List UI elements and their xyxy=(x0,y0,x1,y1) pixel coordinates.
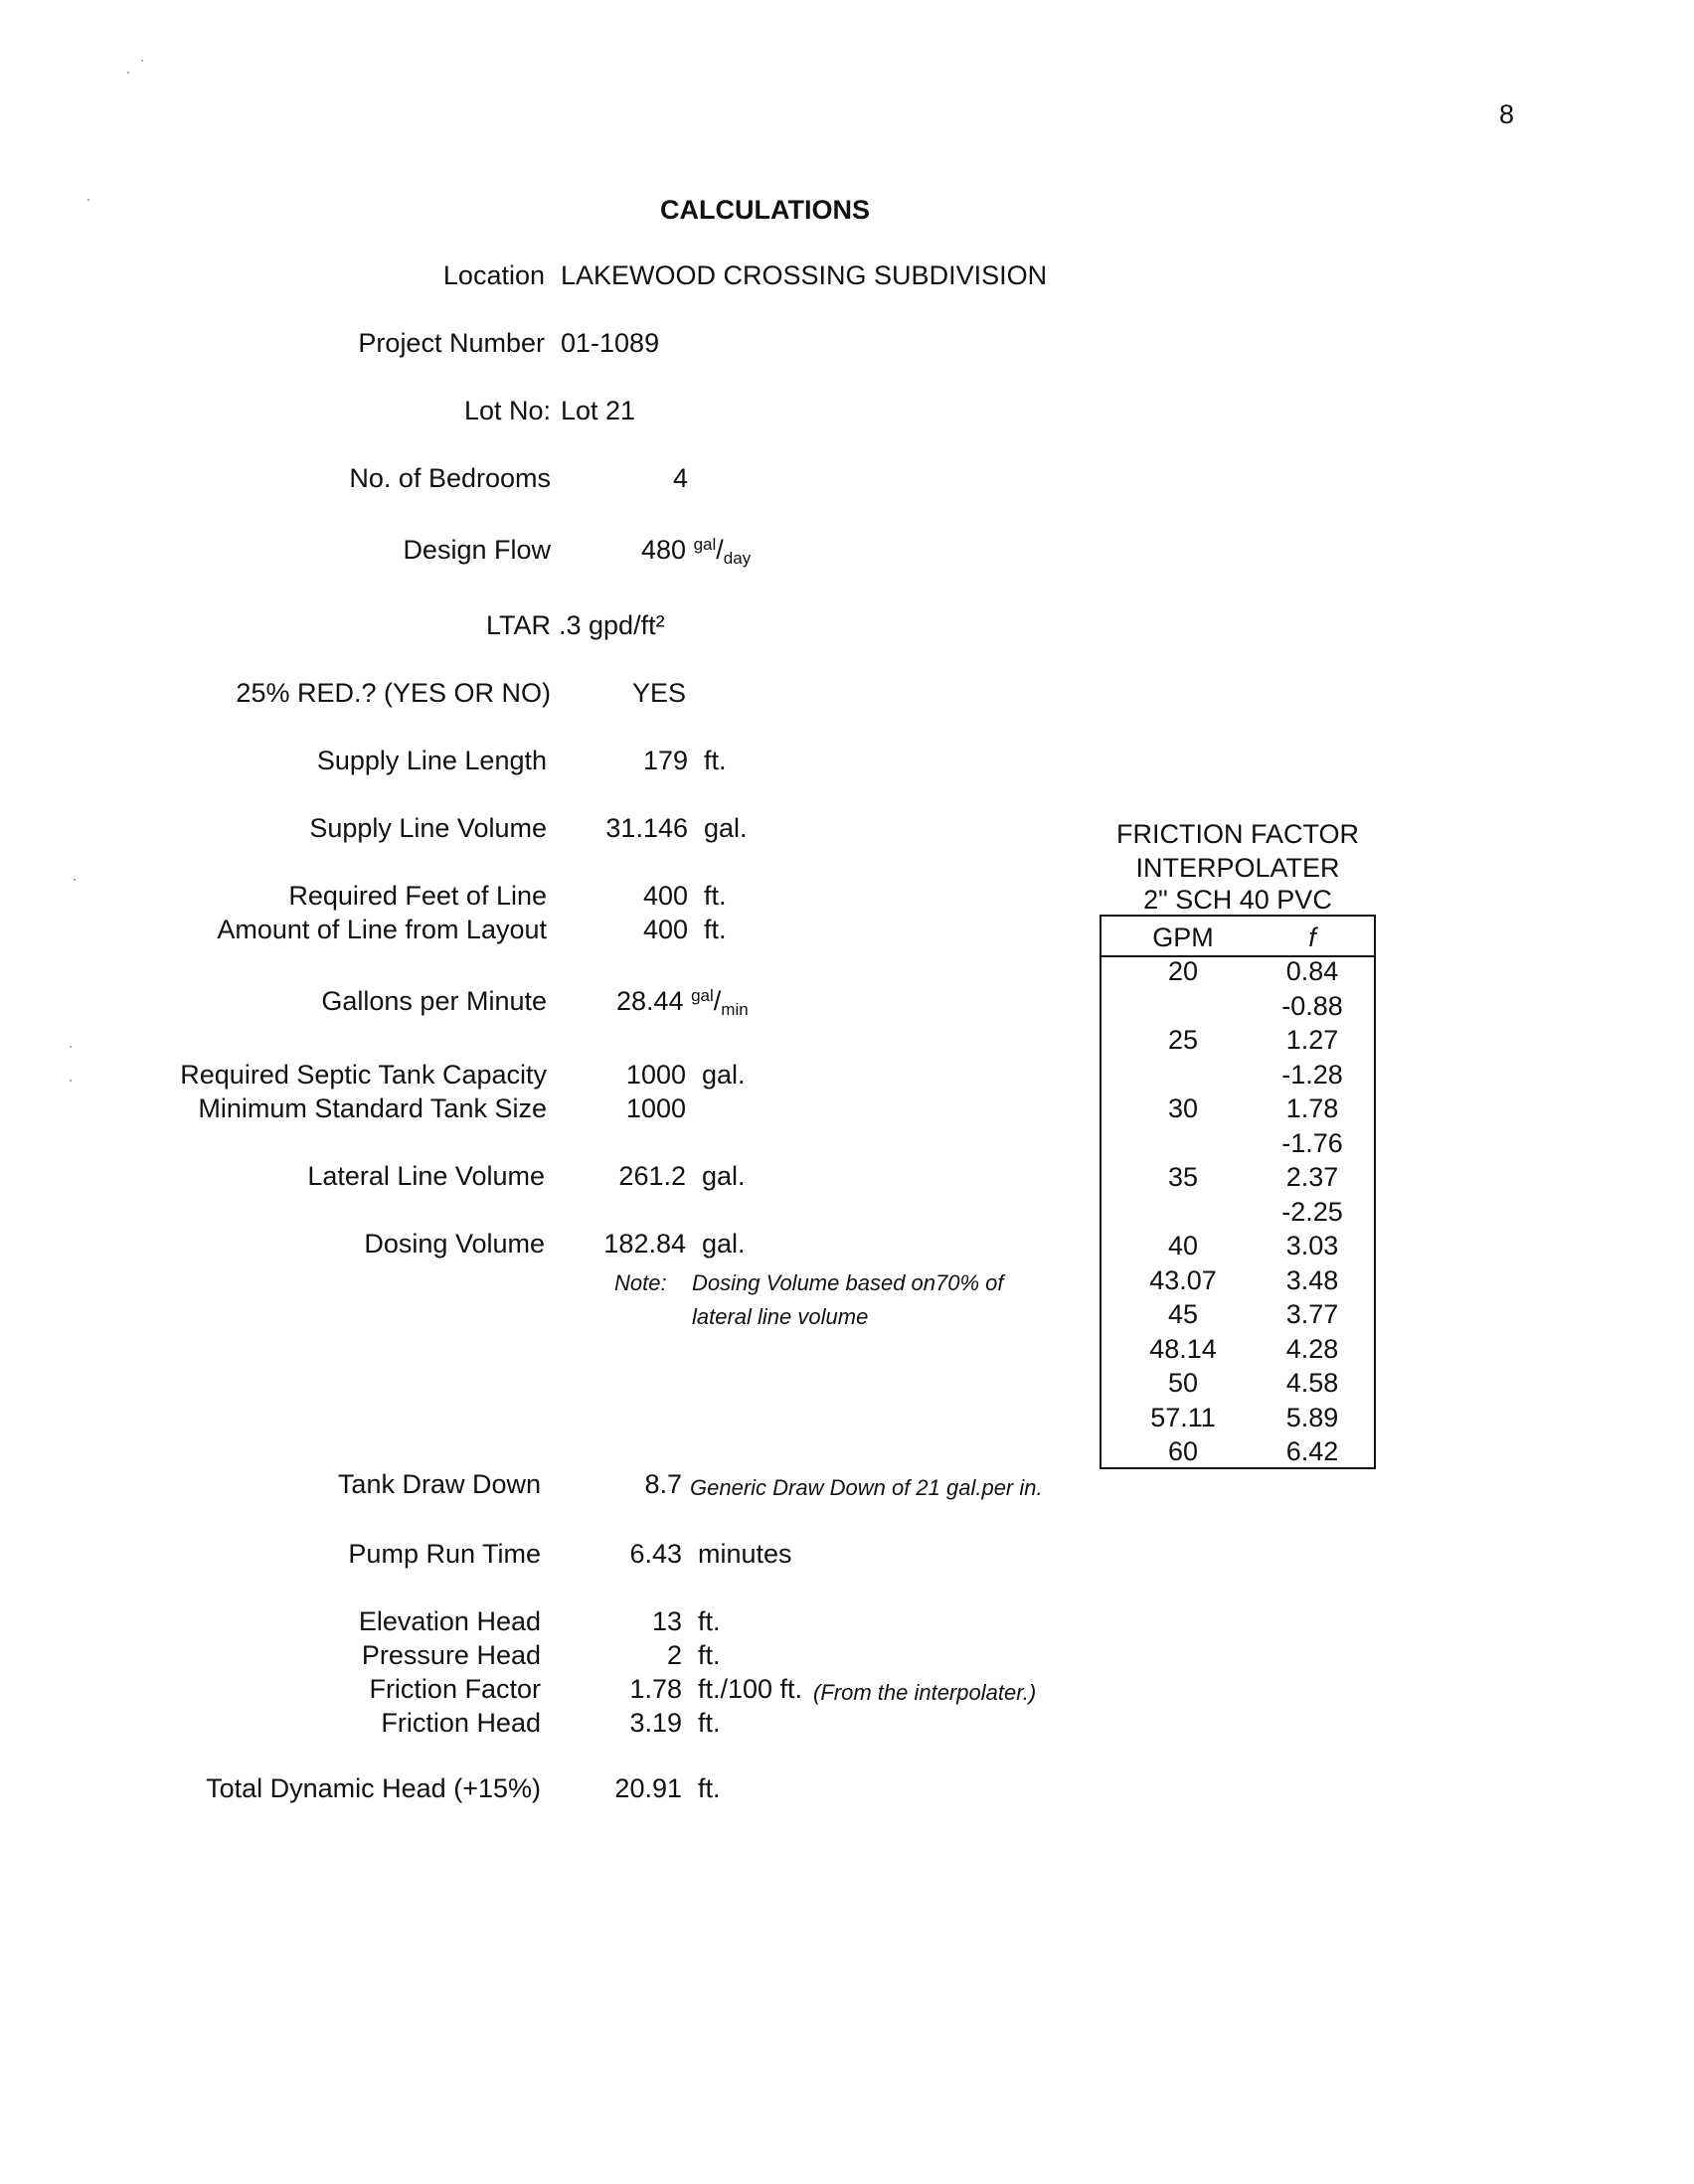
reduction-value: YES xyxy=(632,678,687,708)
interpolater-f-cell: 1.78 xyxy=(1285,1093,1339,1123)
location-value: LAKEWOOD CROSSING SUBDIVISION xyxy=(561,260,1048,290)
interpolater-gpm-cell: 35 xyxy=(1167,1162,1199,1192)
friction-factor-value: 1.78 xyxy=(629,1674,682,1704)
lot-no-label: Lot No: xyxy=(463,396,551,425)
bedrooms-label: No. of Bedrooms xyxy=(349,463,551,493)
interpolater-gpm-cell: 48.14 xyxy=(1149,1334,1217,1364)
design-flow-unit-denominator: day xyxy=(723,549,752,568)
design-flow-number: 480 xyxy=(641,535,687,565)
total-dynamic-head-label: Total Dynamic Head (+15%) xyxy=(206,1773,541,1803)
friction-head-unit: ft. xyxy=(698,1708,721,1738)
pressure-head-value: 2 xyxy=(666,1640,682,1670)
interpolater-f-cell: -1.76 xyxy=(1281,1128,1343,1158)
amount-from-layout-value: 400 xyxy=(642,915,688,944)
gpm-unit-numerator: gal xyxy=(691,986,714,1005)
scan-speck xyxy=(70,1080,72,1082)
gpm-value: 28.44 $^{gal}/_{min}$ xyxy=(616,986,749,1019)
interpolater-title-line1: FRICTION FACTOR xyxy=(1115,819,1359,849)
dosing-note-line1: Dosing Volume based on70% of xyxy=(692,1270,1004,1295)
amount-from-layout-label: Amount of Line from Layout xyxy=(217,915,547,944)
dosing-note-line2: lateral line volume xyxy=(692,1304,869,1329)
total-dynamic-head-value: 20.91 xyxy=(614,1773,682,1803)
project-number-label: Project Number xyxy=(358,328,545,358)
elevation-head-value: 13 xyxy=(651,1606,682,1636)
septic-capacity-label: Required Septic Tank Capacity xyxy=(180,1060,547,1090)
tank-draw-down-label: Tank Draw Down xyxy=(337,1469,541,1499)
lateral-volume-label: Lateral Line Volume xyxy=(307,1161,545,1191)
scan-speck xyxy=(74,879,76,881)
project-number-value: 01-1089 xyxy=(561,328,660,358)
design-flow-label: Design Flow xyxy=(403,535,551,565)
septic-capacity-unit: gal. xyxy=(702,1060,746,1090)
scan-speck xyxy=(141,60,143,62)
gpm-label: Gallons per Minute xyxy=(321,986,547,1016)
supply-line-volume-unit: gal. xyxy=(704,813,748,843)
interpolater-gpm-cell: 43.07 xyxy=(1149,1265,1217,1295)
pressure-head-label: Pressure Head xyxy=(361,1640,541,1670)
pump-run-time-label: Pump Run Time xyxy=(348,1539,541,1569)
interpolater-f-cell: 2.37 xyxy=(1285,1162,1339,1192)
required-feet-value: 400 xyxy=(642,881,688,911)
min-tank-size-label: Minimum Standard Tank Size xyxy=(198,1093,547,1123)
interpolater-col-gpm: GPM xyxy=(1152,923,1214,952)
interpolater-gpm-cell: 30 xyxy=(1167,1093,1199,1123)
interpolater-title-line3: 2" SCH 40 PVC xyxy=(1143,885,1332,915)
gpm-number: 28.44 xyxy=(616,986,684,1016)
tank-draw-down-note: Generic Draw Down of 21 gal.per in. xyxy=(690,1475,1043,1500)
interpolater-f-cell: 5.89 xyxy=(1285,1403,1339,1432)
interpolater-f-cell: 3.48 xyxy=(1285,1265,1339,1295)
dosing-note-label: Note: xyxy=(614,1270,667,1295)
amount-from-layout-unit: ft. xyxy=(704,915,727,944)
friction-head-label: Friction Head xyxy=(381,1708,541,1738)
page-number: 8 xyxy=(1499,99,1515,129)
supply-line-length-unit: ft. xyxy=(704,746,727,775)
interpolater-gpm-cell: 25 xyxy=(1167,1025,1199,1055)
interpolater-f-cell: 6.42 xyxy=(1285,1436,1339,1466)
lateral-volume-unit: gal. xyxy=(702,1161,746,1191)
elevation-head-unit: ft. xyxy=(698,1606,721,1636)
interpolater-title-line2: INTERPOLATER xyxy=(1135,853,1340,883)
reduction-label: 25% RED.? (YES OR NO) xyxy=(236,678,551,708)
dosing-volume-value: 182.84 xyxy=(603,1229,686,1259)
interpolater-f-cell: 1.27 xyxy=(1285,1025,1339,1055)
interpolater-gpm-cell: 20 xyxy=(1167,956,1199,986)
interpolater-f-cell: 3.77 xyxy=(1285,1299,1339,1329)
interpolater-f-cell: -1.28 xyxy=(1281,1060,1343,1090)
interpolater-f-cell: 3.03 xyxy=(1285,1231,1339,1260)
scan-speck xyxy=(70,1046,72,1048)
design-flow-unit-numerator: gal xyxy=(693,535,717,554)
supply-line-volume-value: 31.146 xyxy=(605,813,688,843)
elevation-head-label: Elevation Head xyxy=(358,1606,541,1636)
interpolater-gpm-cell: 40 xyxy=(1167,1231,1199,1260)
friction-factor-unit: ft./100 ft. xyxy=(698,1674,803,1704)
interpolater-gpm-cell: 57.11 xyxy=(1150,1403,1216,1432)
dosing-volume-label: Dosing Volume xyxy=(364,1229,545,1259)
ltar-label: LTAR xyxy=(485,610,551,640)
lot-no-value: Lot 21 xyxy=(561,396,636,425)
gpm-unit-denominator: min xyxy=(721,1000,749,1019)
ltar-value: .3 gpd/ft² xyxy=(559,610,665,640)
location-label: Location xyxy=(442,260,545,290)
dosing-volume-unit: gal. xyxy=(702,1229,746,1259)
interpolater-gpm-cell: 50 xyxy=(1167,1368,1199,1398)
interpolater-col-f: f xyxy=(1308,923,1316,952)
friction-head-value: 3.19 xyxy=(629,1708,682,1738)
required-feet-unit: ft. xyxy=(704,881,727,911)
tank-draw-down-value: 8.7 xyxy=(644,1469,682,1499)
page-title: CALCULATIONS xyxy=(660,195,870,225)
bedrooms-value: 4 xyxy=(672,463,688,493)
supply-line-length-label: Supply Line Length xyxy=(316,746,547,775)
design-flow-value: 480 $^{gal}/_{day}$ xyxy=(641,535,752,568)
total-dynamic-head-unit: ft. xyxy=(698,1773,721,1803)
supply-line-volume-label: Supply Line Volume xyxy=(309,813,547,843)
interpolater-f-cell: -0.88 xyxy=(1281,991,1343,1021)
scan-speck xyxy=(127,72,129,74)
interpolater-gpm-cell: 60 xyxy=(1167,1436,1199,1466)
min-tank-size-value: 1000 xyxy=(625,1093,686,1123)
interpolater-f-cell: 4.28 xyxy=(1285,1334,1339,1364)
interpolater-f-cell: 0.84 xyxy=(1285,956,1339,986)
septic-capacity-value: 1000 xyxy=(625,1060,686,1090)
interpolater-f-cell: 4.58 xyxy=(1285,1368,1339,1398)
pressure-head-unit: ft. xyxy=(698,1640,721,1670)
friction-factor-label: Friction Factor xyxy=(369,1674,541,1704)
required-feet-label: Required Feet of Line xyxy=(288,881,547,911)
pump-run-time-unit: minutes xyxy=(698,1539,792,1569)
friction-factor-note: (From the interpolater.) xyxy=(813,1680,1037,1705)
interpolater-f-cell: -2.25 xyxy=(1281,1197,1343,1227)
interpolater-gpm-cell: 45 xyxy=(1167,1299,1199,1329)
supply-line-length-value: 179 xyxy=(642,746,688,775)
lateral-volume-value: 261.2 xyxy=(618,1161,686,1191)
scan-speck xyxy=(87,199,89,201)
pump-run-time-value: 6.43 xyxy=(629,1539,682,1569)
